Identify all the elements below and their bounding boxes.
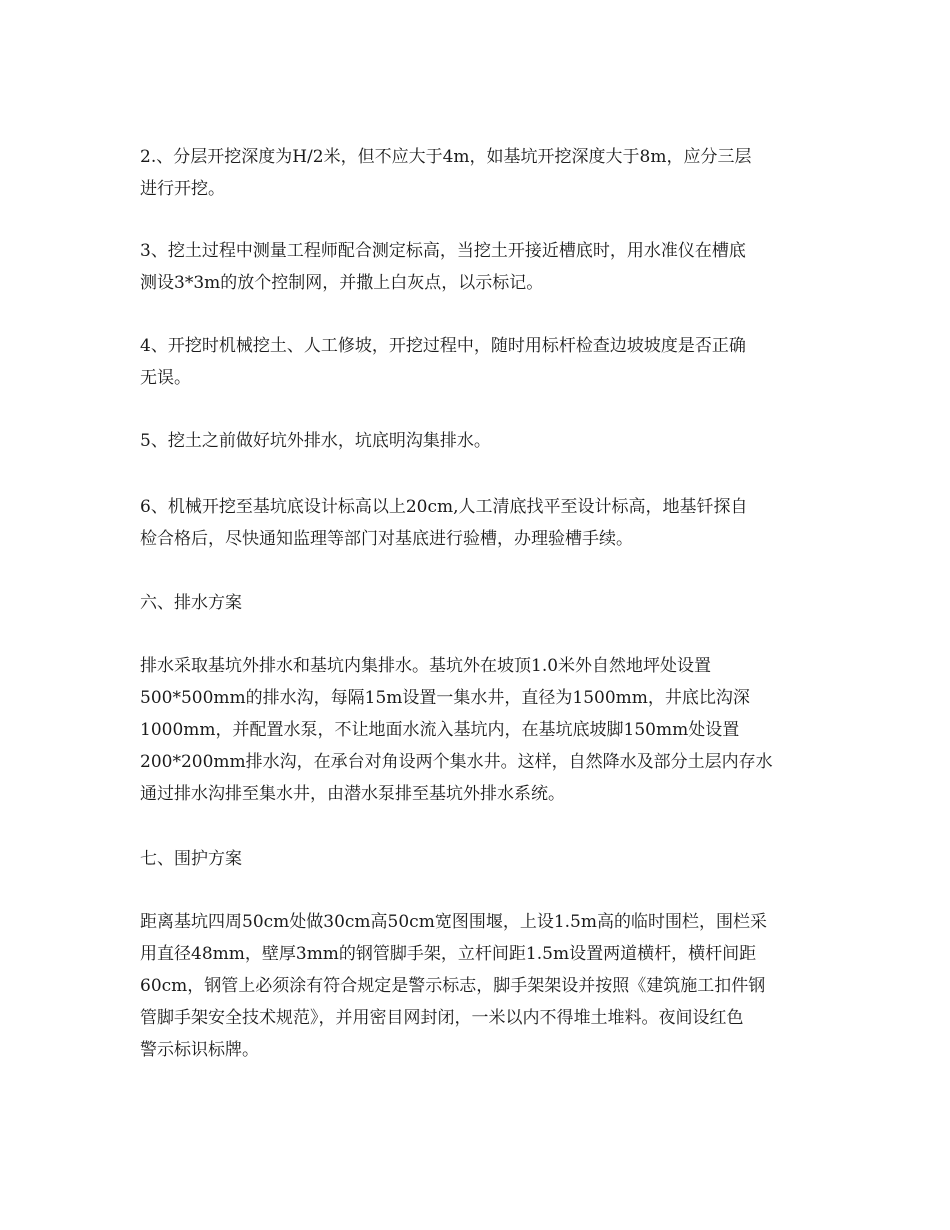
paragraph-item-6: 6、机械开挖至基坑底设计标高以上20cm,人工清底找平至设计标高，地基钎探自 检合格后，尽快通知监理等部门对基底进行验槽，办理验槽手续。 (140, 497, 748, 549)
paragraph-item-5: 5、挖土之前做好坑外排水，坑底明沟集排水。 (140, 431, 491, 451)
paragraph-item-3: 3、挖土过程中测量工程师配合测定标高，当挖土开接近槽底时，用水准仪在槽底 测设3*3m的放个控制网，并撒上白灰点，以示标记。 (140, 241, 746, 293)
drainage-paragraph: 排水采取基坑外排水和基坑内集排水。基坑外在坡顶1.0米外自然地坪处设置 500*500mm的排水沟，每隔15m设置一集水井，直径为1500mm，井底比沟深 1000mm，并配置水泵，不让地面水流入基坑内，在基坑底坡脚150mm处设置 200*200mm排水沟，在承台对角设两个集水井。这样，自然降水及部分土层内存水 通过排水沟排至集水井，由潜水泵排至基坑外排水系统。 (140, 656, 773, 804)
paragraph-item-2: 2.、分层开挖深度为H/2米，但不应大于4m，如基坑开挖深度大于8m，应分三层 进行开挖。 (140, 147, 752, 199)
section-heading-enclosure: 七、围护方案 (140, 849, 242, 869)
section-heading-drainage: 六、排水方案 (140, 593, 242, 613)
paragraph-item-4: 4、开挖时机械挖土、人工修坡，开挖过程中，随时用标杆检查边坡坡度是否正确 无误。 (140, 336, 746, 388)
enclosure-paragraph: 距离基坑四周50cm处做30cm高50cm宽图围堰，上设1.5m高的临时围栏，围栏采 用直径48mm，壁厚3mm的钢管脚手架，立杆间距1.5m设置两道横杆，横杆间距 60cm，钢管上必须涂有符合规定是警示标志，脚手架架设并按照《建筑施工扣件钢 管脚手架安全技术规范》，并用密目网封闭，一米以内不得堆土堆料。夜间设红色 警示标识标牌。 (140, 912, 767, 1060)
